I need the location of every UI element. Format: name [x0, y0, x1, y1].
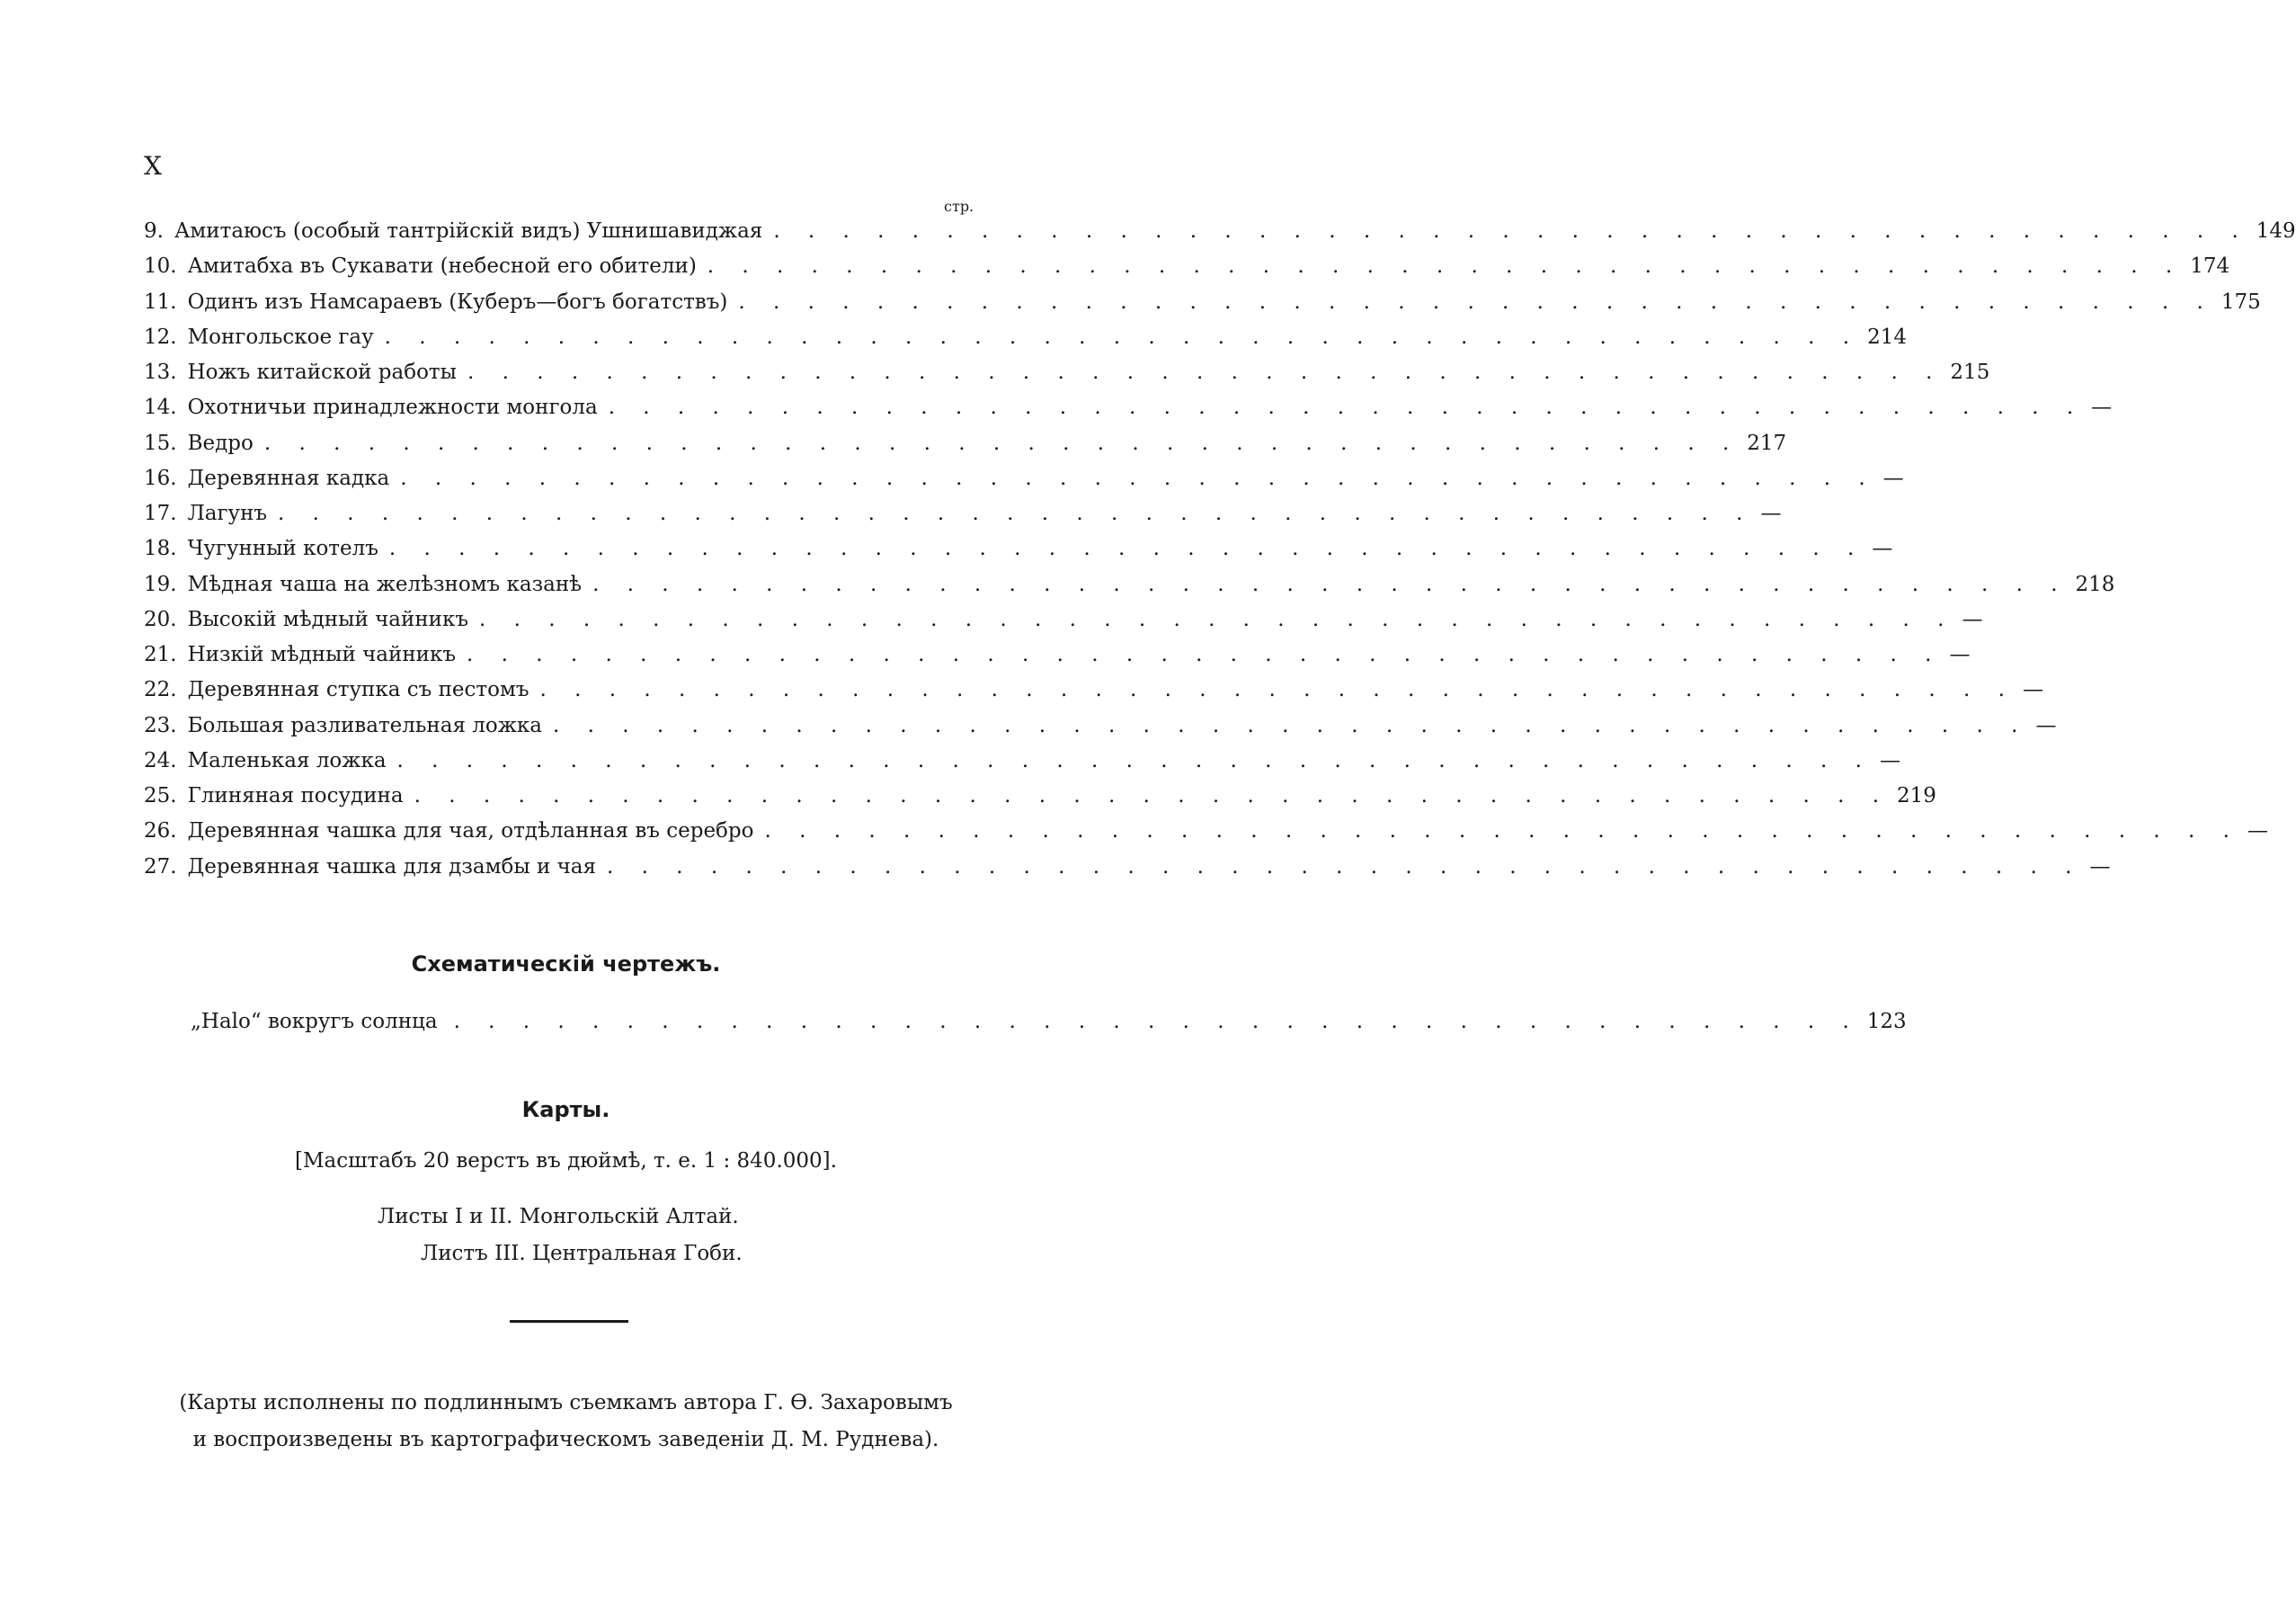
toc-entry-number: 19. [144, 572, 177, 596]
toc-entry [144, 531, 1893, 567]
toc-entry-title: Чугунный котелъ [187, 537, 378, 561]
toc-entry [144, 426, 1787, 461]
toc-entry-title: Мѣдная чаша на желѣзномъ казанѣ [187, 572, 583, 596]
maps-sheet-2: Листъ III. Центральная Гоби. [421, 1242, 743, 1265]
maps-note [0, 1385, 1132, 1459]
toc-entry-page: — [1962, 607, 1983, 631]
illustrations-list [144, 214, 2296, 885]
leader-dots: . . . . . . . . . . . . . . . . . . . . . . . . . . . . . . . . . . . . . . . . . . . [539, 678, 2016, 702]
toc-entry-number: 14. [144, 396, 177, 420]
toc-entry-page: — [1879, 748, 1900, 772]
toc-entry-page: 149 [2256, 219, 2296, 243]
toc-entry [144, 709, 2057, 744]
toc-entry-number: 22. [144, 678, 177, 702]
maps-scale: [Масштабъ 20 верстъ въ дюймѣ, т. е. 1 : 840.000]. [295, 1149, 837, 1173]
toc-entry-number: 20. [144, 607, 177, 631]
toc-entry-number: 21. [144, 643, 177, 666]
toc-entry [144, 567, 2115, 602]
toc-entry-number: 10. [144, 254, 177, 279]
toc-entry [144, 850, 2111, 885]
toc-entry-page: — [1760, 502, 1782, 525]
toc-entry-number: 11. [144, 290, 177, 314]
toc-entry-title: Одинъ изъ Намсараевъ (Куберъ—богъ богатствъ) [187, 290, 728, 314]
toc-entry-number: 26. [144, 819, 177, 843]
page-column-label: стр. [944, 198, 974, 215]
toc-entry-title: Деревянная ступка съ пестомъ [187, 678, 530, 702]
toc-entry-title: Деревянная чашка для чая, отдѣланная въ серебро [187, 819, 754, 843]
schematic-heading: Схематическій чертежъ. [411, 951, 721, 977]
toc-entry-title: Большая разливательная ложка [187, 713, 542, 737]
toc-entry [144, 461, 1904, 496]
leader-dots: . . . . . . . . . . . . . . . . . . . . . . . . . . . . . . . . . . . . . . . . . . . [467, 643, 1943, 666]
toc-entry-number: 13. [144, 361, 177, 384]
toc-entry [144, 249, 2230, 284]
leader-dots: . . . . . . . . . . . . . . . . . . . . . . . . . . . . . . . . . . . . . . . . . . . [263, 431, 1740, 455]
toc-entry-title: Амитаюсъ (особый тантрійскій видъ) Ушнишавиджая [174, 219, 763, 243]
toc-entry-page: 214 [1867, 325, 1908, 349]
toc-entry-title: Маленькая ложка [187, 748, 387, 772]
toc-entry-page: 217 [1747, 431, 1787, 455]
toc-entry [144, 744, 1900, 779]
leader-dots: . . . . . . . . . . . . . . . . . . . . . . . . . . . . . . . . . . . . . . . . . . . [278, 502, 1754, 525]
leader-dots: . . . . . . . . . . . . . . . . . . . . . . . . . . . . . . . . . . . . . . . . . . . [396, 748, 1873, 772]
toc-entry-title: Ножъ китайской работы [187, 361, 457, 384]
toc-entry-title: Лагунъ [187, 502, 268, 525]
toc-entry-number: 23. [144, 713, 177, 737]
page-number: X [144, 151, 163, 181]
toc-entry-number: 25. [144, 784, 177, 807]
toc-entry-title: Низкій мѣдный чайникъ [187, 643, 456, 666]
leader-dots: . . . . . . . . . . . . . . . . . . . . . . . . . . . . . . . . . . . . . . . . . . . [707, 254, 2184, 279]
leader-dots: . . . . . . . . . . . . . . . . . . . . . . . . . . . . . . . . . . . . . . . . . . . [388, 537, 1865, 561]
toc-entry [144, 320, 1908, 355]
toc-entry-page: — [2091, 396, 2113, 420]
leader-dots: . . . . . . . . . . . . . . . . . . . . . . . . . . . . . . . . . . . . . . . . . . . [467, 361, 1944, 384]
toc-entry [144, 496, 1782, 531]
toc-entry [144, 285, 2261, 320]
toc-entry-page: 215 [1950, 361, 1990, 384]
toc-entry-title: Глиняная посудина [187, 784, 404, 807]
toc-entry-title: Высокій мѣдный чайникъ [187, 607, 468, 631]
toc-entry [144, 673, 2043, 708]
toc-entry-page: 174 [2190, 254, 2230, 279]
toc-entry-number: 27. [144, 854, 177, 879]
toc-entry-page: — [1882, 466, 1904, 490]
leader-dots: . . . . . . . . . . . . . . . . . . . . . . . . . . . . . . . . . . . . . . . . . . . [738, 290, 2214, 314]
toc-entry [144, 638, 1971, 673]
leader-dots: . . . . . . . . . . . . . . . . . . . . . . . . . . . . . . . . . . . . . . . . . . . [414, 784, 1891, 807]
maps-note-line-2: и воспроизведены въ картографическомъ заведеніи Д. М. Руднева). [192, 1428, 939, 1451]
toc-entry-number: 9. [144, 219, 164, 243]
toc-entry-number: 16. [144, 466, 177, 490]
toc-entry-title: Деревянная чашка для дзамбы и чая [187, 854, 597, 879]
toc-entry-title: Амитабха въ Сукавати (небесной его обители) [187, 254, 697, 279]
toc-entry-title: Охотничьи принадлежности монгола [187, 396, 598, 420]
toc-entry [144, 355, 1990, 390]
toc-entry-number: 24. [144, 748, 177, 772]
toc-entry-number: 12. [144, 325, 177, 349]
toc-entry-page: — [2247, 819, 2268, 843]
maps-sheet-1: Листы I и II. Монгольскій Алтай. [378, 1205, 739, 1228]
toc-entry [144, 214, 2296, 249]
toc-entry-title: Деревянная кадка [187, 466, 390, 490]
leader-dots: . . . . . . . . . . . . . . . . . . . . . . . . . . . . . . . . . . . . . . . . . . . [479, 607, 1955, 631]
toc-entry-page: 218 [2075, 572, 2115, 596]
leader-dots: . . . . . . . . . . . . . . . . . . . . . . . . . . . . . . . . . . . . . . . . . . . [764, 819, 2240, 843]
toc-entry-number: 15. [144, 431, 177, 455]
schematic-title: „Halo“ вокругъ солнца [191, 1010, 438, 1033]
toc-entry-number: 17. [144, 502, 177, 525]
maps-note-line-1: (Карты исполнены по подлиннымъ съемкамъ автора Г. Ѳ. Захаровымъ [179, 1391, 953, 1414]
toc-entry-page: — [1949, 643, 1971, 666]
leader-dots: . . . . . . . . . . . . . . . . . . . . . . . . . . . . . . . . . . . . . . . . . . . [773, 219, 2249, 243]
leader-dots: . . . . . . . . . . . . . . . . . . . . . . . . . . . . . . . . . . . . . . . . . . . [592, 572, 2069, 596]
toc-entry-page: — [2022, 678, 2043, 702]
section-divider [510, 1320, 628, 1323]
leader-dots: . . . . . . . . . . . . . . . . . . . . . . . . . . . . . . . . . . . . . . . . . . . [384, 325, 1861, 349]
toc-entry-page: — [2089, 854, 2111, 879]
toc-entry [144, 602, 1983, 638]
toc-entry-page: — [1872, 537, 1893, 561]
schematic-entry [191, 1004, 1907, 1039]
toc-entry-number: 18. [144, 537, 177, 561]
toc-entry [144, 390, 2113, 425]
schematic-page: 123 [1866, 1010, 1907, 1033]
toc-entry-page: — [2035, 713, 2057, 737]
leader-dots: . . . . . . . . . . . . . . . . . . . . . . . . . . . . . . . . . . . . . . . . . . . [608, 396, 2085, 420]
toc-entry-page: 219 [1897, 784, 1936, 807]
toc-entry-title: Ведро [187, 431, 254, 455]
leader-dots: . . . . . . . . . . . . . . . . . . . . . . . . . . . . . . . . . . . . . . . . . [453, 1010, 1860, 1033]
toc-entry-title: Монгольское гау [187, 325, 374, 349]
leader-dots: . . . . . . . . . . . . . . . . . . . . . . . . . . . . . . . . . . . . . . . . . . . [400, 466, 1876, 490]
leader-dots: . . . . . . . . . . . . . . . . . . . . . . . . . . . . . . . . . . . . . . . . . . . [553, 713, 2029, 737]
maps-heading: Карты. [521, 1097, 610, 1122]
leader-dots: . . . . . . . . . . . . . . . . . . . . . . . . . . . . . . . . . . . . . . . . . . . [607, 854, 2083, 879]
toc-entry [144, 814, 2268, 849]
toc-entry-page: 175 [2220, 290, 2261, 314]
toc-entry [144, 779, 1936, 814]
